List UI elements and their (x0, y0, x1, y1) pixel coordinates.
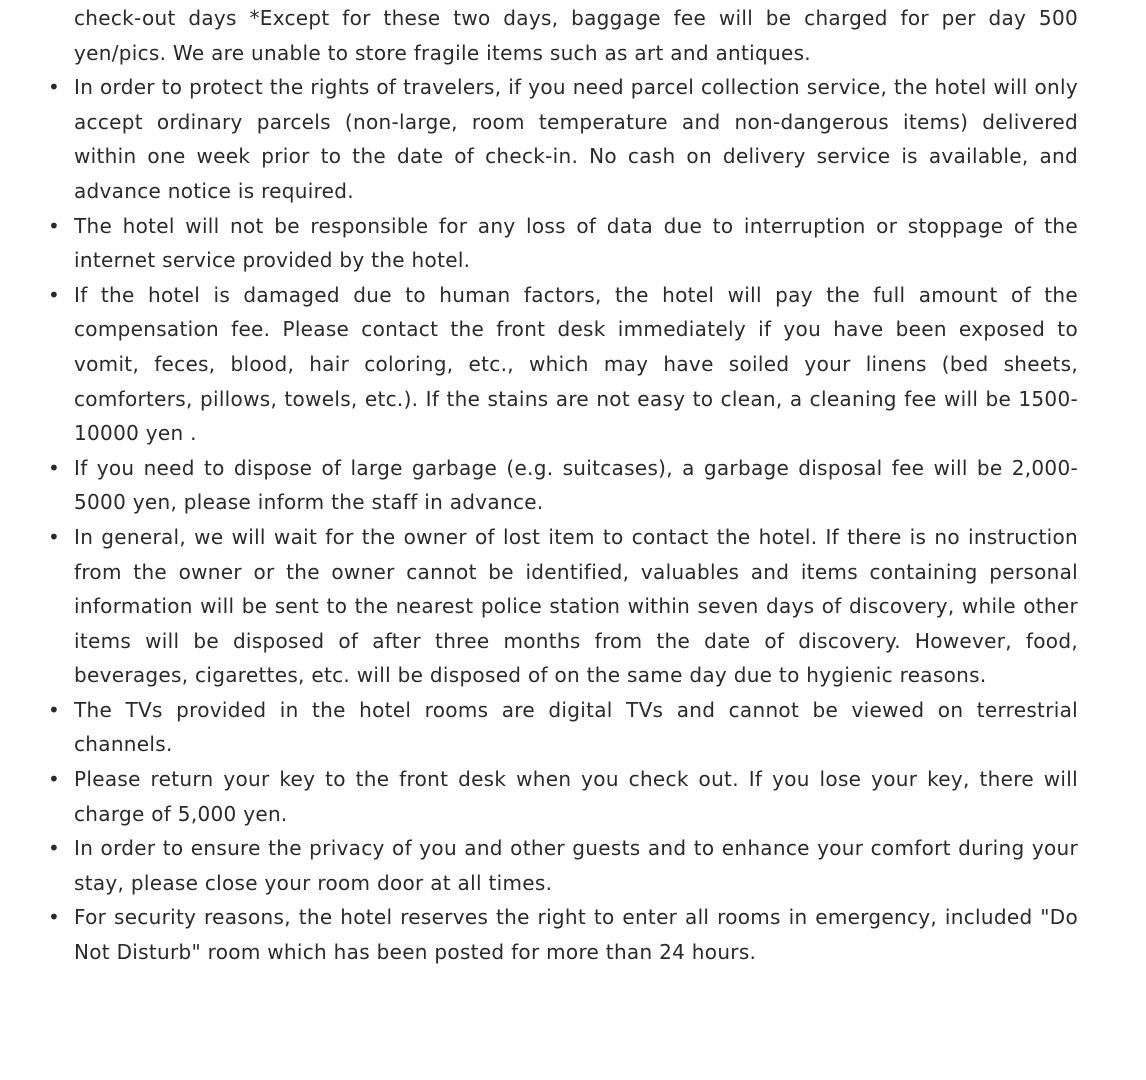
rule-text-lost-items: In general, we will wait for the owner of lost item to contact the hotel. If there is no instruction from the owner or the owner cannot be identified, valuables and items containing personal information will be sent to the nearest police station within seven days of discovery, while other items will be disposed of after three months from the date of discovery. However, food, beverages, cigarettes, etc. will be disposed of on the same day due to hygienic reasons. (74, 524, 1078, 688)
rule-text-garbage-disposal: If you need to dispose of large garbage (e.g. suitcases), a garbage disposal fee will be 2,000-5000 yen, please inform the staff in advance. (74, 455, 1078, 515)
hotel-rules-document (48, 1, 1078, 970)
list-item (48, 520, 1078, 693)
list-item (48, 693, 1078, 762)
rule-text-parcel-collection: In order to protect the rights of travelers, if you need parcel collection service, the hotel will only accept ordinary parcels (non-large, room temperature and non-dangerous items) delivered within one week prior to the date of check-in. No cash on delivery service is available, and advance notice is required. (74, 75, 1078, 203)
bullet-icon: • (48, 213, 61, 238)
rule-text-internet-service: The hotel will not be responsible for any loss of data due to interruption or stoppage of the internet service provided by the hotel. (74, 213, 1078, 273)
bullet-icon: • (48, 282, 61, 307)
bullet-icon: • (48, 767, 61, 792)
list-item (48, 831, 1078, 900)
rule-text-key-return: Please return your key to the front desk when you check out. If you lose your key, there will charge of 5,000 yen. (74, 767, 1078, 826)
list-item (48, 762, 1078, 831)
list-item (48, 900, 1078, 969)
list-item (48, 451, 1078, 520)
continuation-paragraph: check-out days *Except for these two days, baggage fee will be charged for per day 500 yen/pics. We are unable to store fragile items such as art and antiques. (74, 6, 1078, 65)
rule-text-security-entry: For security reasons, the hotel reserves the right to enter all rooms in emergency, included "Do Not Disturb" room which has been posted for more than 24 hours. (74, 905, 1078, 965)
list-item (48, 70, 1078, 208)
rule-text-privacy-door: In order to ensure the privacy of you and other guests and to enhance your comfort during your stay, please close your room door at all times. (74, 836, 1078, 895)
bullet-icon: • (48, 905, 61, 930)
rules-list (48, 70, 1078, 969)
bullet-icon: • (48, 697, 61, 722)
rule-text-digital-tv: The TVs provided in the hotel rooms are digital TVs and cannot be viewed on terrestrial channels. (74, 697, 1078, 757)
bullet-icon: • (48, 75, 61, 100)
list-item (48, 278, 1078, 451)
bullet-icon: • (48, 455, 61, 480)
bullet-icon: • (48, 836, 61, 861)
list-item (48, 209, 1078, 278)
bullet-icon: • (48, 524, 61, 549)
rule-text-damage-compensation: If the hotel is damaged due to human factors, the hotel will pay the full amount of the compensation fee. Please contact the front desk immediately if you have been exposed to vomit, feces, blood, hair coloring, etc., which may have soiled your linens (bed sheets, comforters, pillows, towels, etc.). If the stains are not easy to clean, a cleaning fee will be 1500-10000 yen . (74, 282, 1078, 446)
